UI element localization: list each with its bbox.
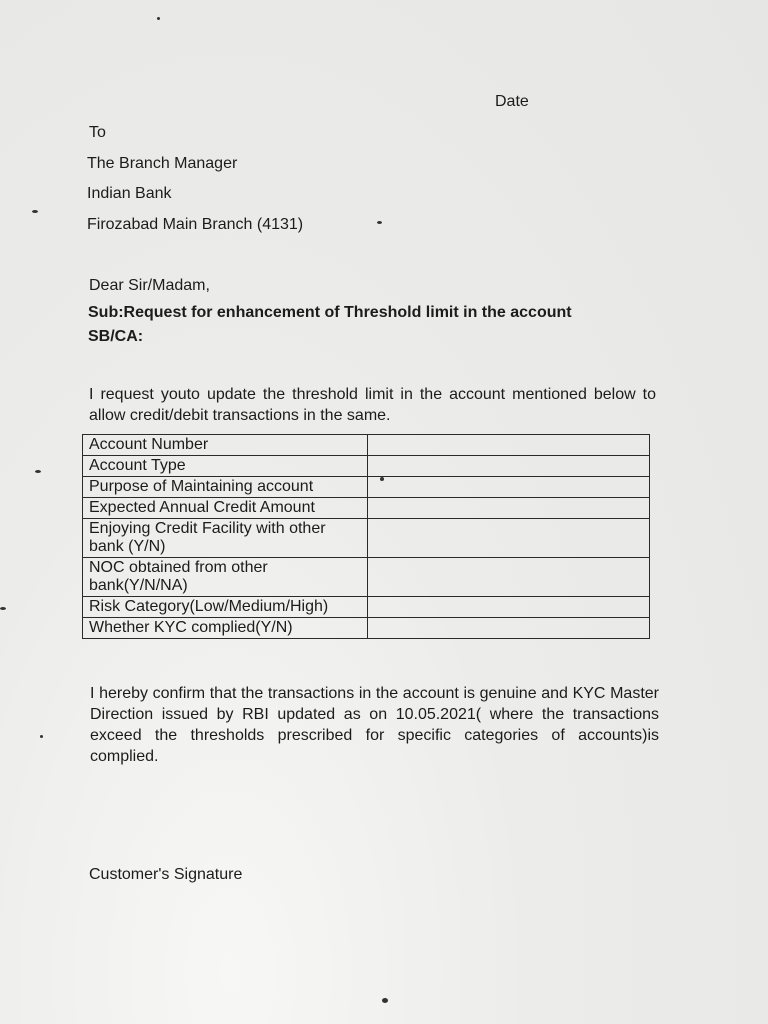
- row-label: Enjoying Credit Facility with other bank (Y/N): [83, 519, 368, 558]
- request-paragraph: I request youto update the threshold limit in the account mentioned below to allow credit/debit transactions in the same.: [89, 386, 656, 424]
- address-line-1: The Branch Manager: [87, 155, 238, 172]
- row-value-field[interactable]: [367, 498, 649, 519]
- scan-speck: [377, 221, 382, 224]
- subject-line-2: SB/CA:: [88, 328, 144, 345]
- scan-speck: [0, 607, 6, 610]
- table-row: [83, 435, 650, 456]
- row-value-field[interactable]: [367, 477, 649, 498]
- confirmation-paragraph: I hereby confirm that the transactions in the account is genuine and KYC Master Direction issued by RBI updated as on 10.05.2021( where the transactions exceed the thresholds prescribed for specific categories of accounts)is complied.: [90, 685, 659, 765]
- scan-speck: [382, 998, 388, 1003]
- table-row: [83, 519, 650, 558]
- row-label: Account Number: [83, 435, 368, 456]
- scan-speck: [40, 735, 43, 738]
- table-row: [83, 477, 650, 498]
- row-label: Purpose of Maintaining account: [83, 477, 368, 498]
- row-value-field[interactable]: [367, 456, 649, 477]
- table-row: [83, 456, 650, 477]
- scan-speck: [380, 477, 384, 481]
- row-value-field[interactable]: [367, 597, 649, 618]
- table-row: [83, 498, 650, 519]
- row-label: NOC obtained from other bank(Y/N/NA): [83, 558, 368, 597]
- address-line-3: Firozabad Main Branch (4131): [87, 216, 304, 233]
- row-label: Risk Category(Low/Medium/High): [83, 597, 368, 618]
- scan-speck: [32, 210, 38, 213]
- row-value-field[interactable]: [367, 618, 649, 639]
- row-label: Expected Annual Credit Amount: [83, 498, 368, 519]
- scan-speck: [35, 470, 41, 473]
- address-line-2: Indian Bank: [87, 185, 172, 202]
- table-row: [83, 558, 650, 597]
- subject-line-1: Sub:Request for enhancement of Threshold limit in the account: [88, 304, 572, 321]
- address-to: To: [89, 124, 106, 141]
- date-label: Date: [495, 93, 529, 110]
- table-row: [83, 618, 650, 639]
- salutation: Dear Sir/Madam,: [89, 277, 210, 294]
- row-value-field[interactable]: [367, 558, 649, 597]
- account-details-table: [82, 434, 650, 639]
- row-label: Account Type: [83, 456, 368, 477]
- customer-signature-label: Customer's Signature: [89, 866, 243, 883]
- scan-speck: [157, 17, 160, 20]
- row-value-field[interactable]: [367, 519, 649, 558]
- table-row: [83, 597, 650, 618]
- row-label: Whether KYC complied(Y/N): [83, 618, 368, 639]
- row-value-field[interactable]: [367, 435, 649, 456]
